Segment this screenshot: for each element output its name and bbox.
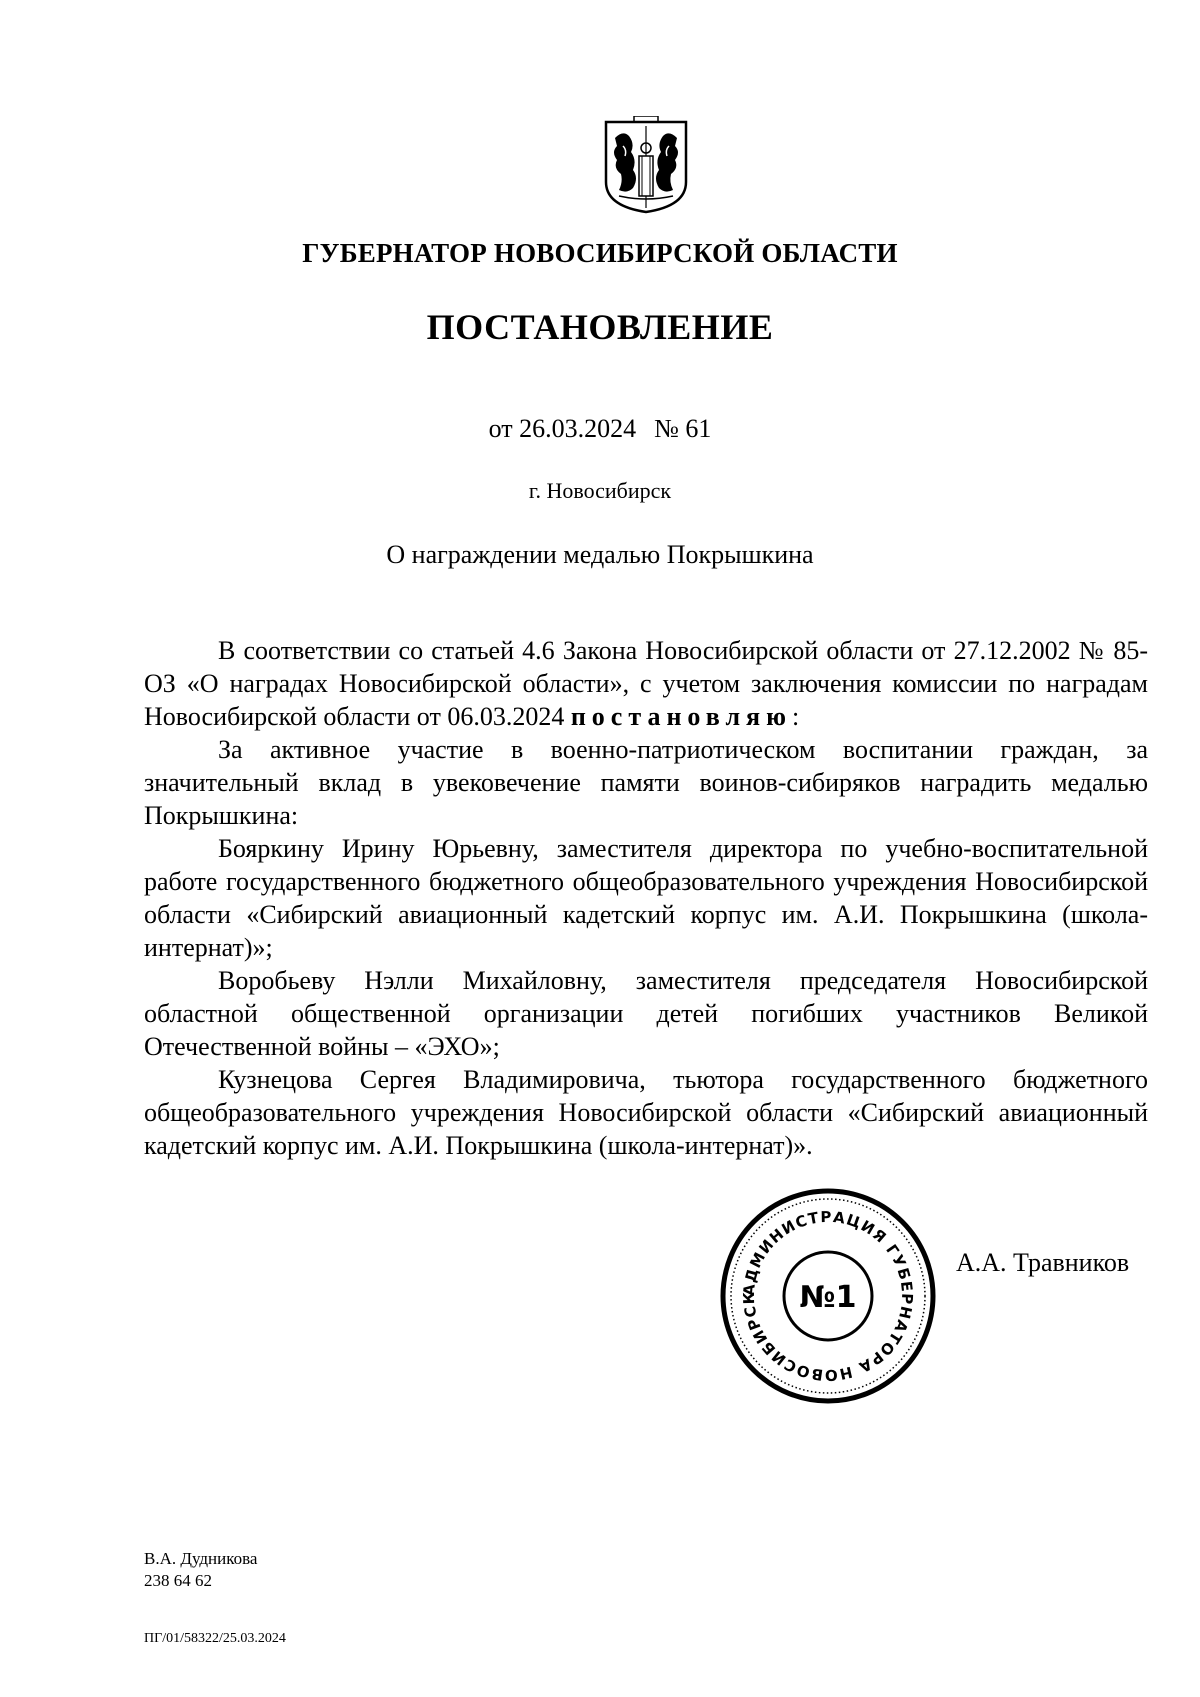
awardee-paragraph: Кузнецова Сергея Владимировича, тьютора государственного бюджетного общеобразовательного учреждения Новосибирской области «Сибирский авиационный кадетский корпус им. А.И. Покрышкина (школа-интернат)». <box>144 1065 1148 1160</box>
paragraph-lead: В соответствии со статьей 4.6 Закона Новосибирской области от 27.12.2002 № 85-ОЗ «О наградах Новосибирской области», с учетом заключения комиссии по наградам Новосибирской области от 06.03.2024 <box>144 636 1148 731</box>
decree-word: постановляю <box>570 702 792 731</box>
executor-block <box>144 1548 257 1592</box>
registration-number: ПГ/01/58322/25.03.2024 <box>144 1631 286 1646</box>
paragraph-tail: : <box>792 702 800 731</box>
date-number-line <box>0 414 1200 444</box>
executor-phone: 238 64 62 <box>144 1571 212 1590</box>
document-type-title: ПОСТАНОВЛЕНИЕ <box>426 307 774 347</box>
seal-ring-text: АДМИНИСТРАЦИЯ ГУБЕРНАТОРА НОВОСИБИРСК <box>739 1207 917 1385</box>
coat-of-arms-icon <box>603 116 689 214</box>
document-date: от 26.03.2024 <box>488 414 637 443</box>
issuer-heading: ГУБЕРНАТОР НОВОСИБИРСКОЙ ОБЛАСТИ <box>302 238 898 268</box>
official-seal <box>718 1186 938 1406</box>
body-paragraph: За активное участие в военно-патриотическом воспитании граждан, за значительный вклад в увековечение памяти воинов-сибиряков наградить медалью Покрышкина: <box>144 735 1148 830</box>
body-paragraph <box>144 634 1148 733</box>
document-number: № 61 <box>654 414 712 443</box>
city-line: г. Новосибирск <box>528 478 672 503</box>
awardee-paragraph: Бояркину Ирину Юрьевну, заместителя директора по учебно-воспитательной работе государственного бюджетного общеобразовательного учреждения Новосибирской области «Сибирский авиационный кадетский корпус им. А.И. Покрышкина (школа-интернат)»; <box>144 834 1148 962</box>
seal-number: №1 <box>799 1280 857 1315</box>
document-body <box>144 634 1148 1162</box>
signatory-name: А.А. Травников <box>956 1248 1130 1277</box>
document-subject: О награждении медалью Покрышкина <box>386 540 814 569</box>
executor-name: В.А. Дудникова <box>144 1549 258 1568</box>
awardee-paragraph: Воробьеву Нэлли Михайловну, заместителя председателя Новосибирской областной общественной организации детей погибших участников Великой Отечественной войны – «ЭХО»; <box>144 966 1148 1061</box>
